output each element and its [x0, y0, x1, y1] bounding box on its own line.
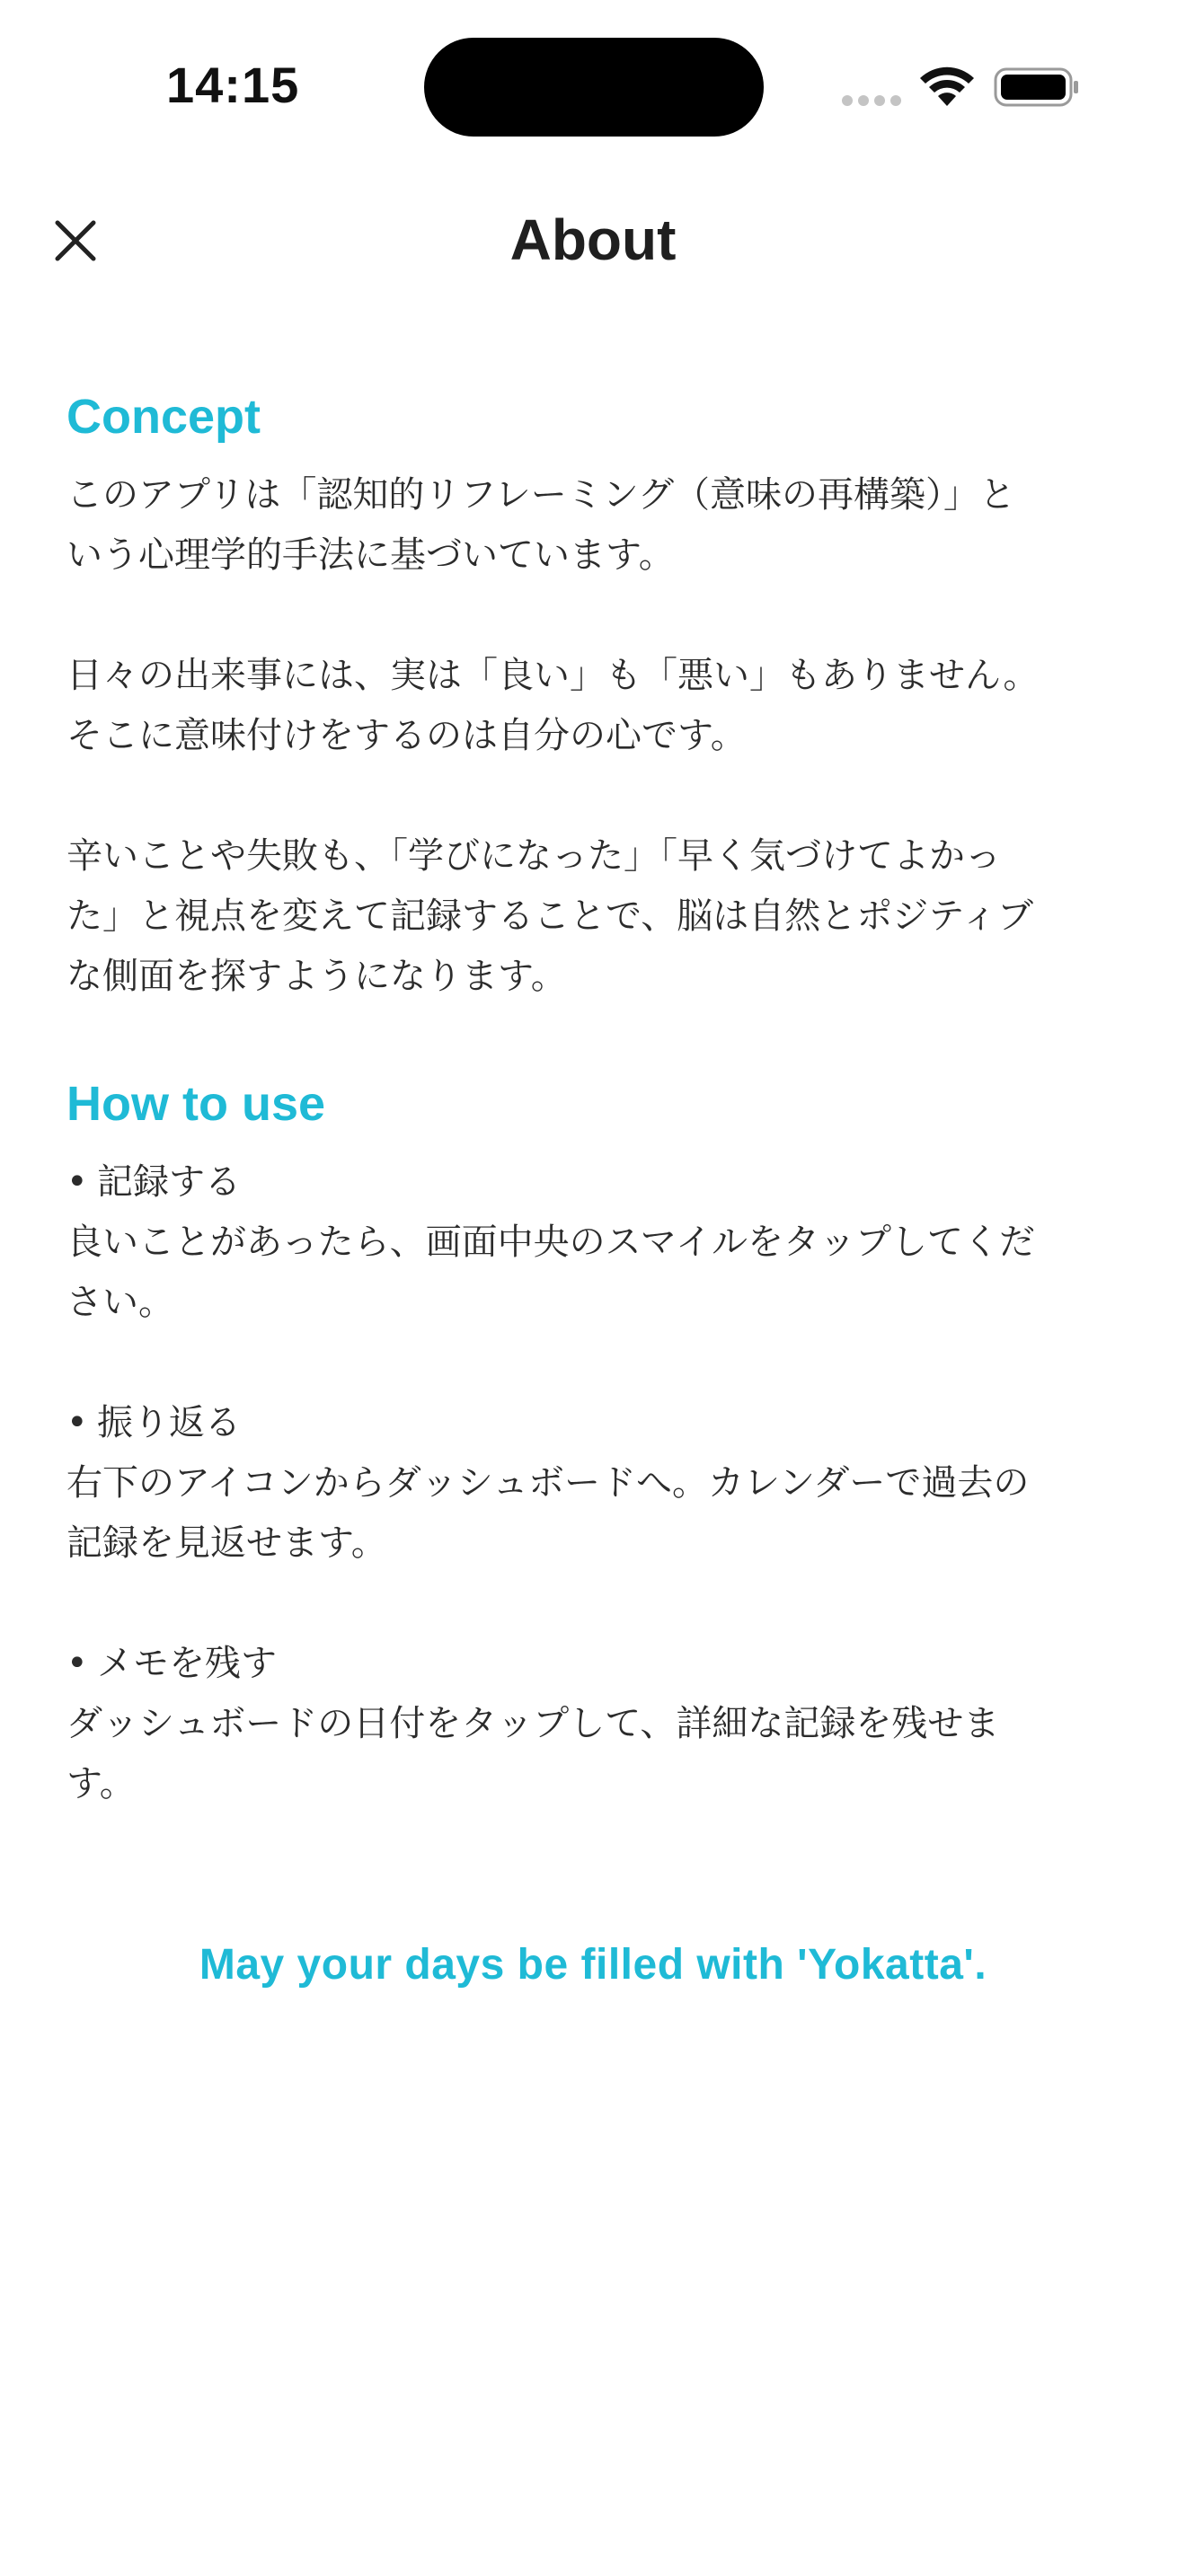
- dynamic-island: [424, 38, 764, 137]
- status-bar: [0, 0, 1186, 180]
- page-title: About: [509, 207, 677, 272]
- usage-item-title: • 記録する: [66, 1152, 1127, 1213]
- text-line: ダッシュボードの日付をタップして、詳細な記録を残せま: [66, 1703, 1000, 1744]
- usage-item-record: [66, 1152, 1127, 1333]
- battery-icon: [994, 66, 1080, 108]
- wifi-icon: [918, 66, 976, 110]
- signal-dots-icon: [842, 95, 901, 106]
- text-line: このアプリは「認知的リフレーミング（意味の再構築）」と: [66, 474, 1015, 516]
- concept-paragraph: [66, 826, 1127, 1007]
- bullet-icon: •: [66, 1643, 88, 1684]
- usage-item-description: [66, 1213, 1127, 1333]
- concept-heading: Concept: [66, 390, 261, 444]
- text-line: 辛いことや失敗も、「学びになった」「早く気づけてよかっ: [66, 835, 1001, 877]
- footer-message: May your days be filled with 'Yokatta'.: [199, 1941, 987, 1989]
- status-time: 14:15: [166, 57, 300, 113]
- text-line: 日々の出来事には、実は「良い」も「悪い」もありません。: [66, 655, 1040, 696]
- text-line: 記録を見返せます。: [66, 1522, 387, 1564]
- usage-item-description: [66, 1453, 1127, 1574]
- usage-item-memo: [66, 1634, 1127, 1814]
- usage-item-title: • メモを残す: [66, 1634, 1127, 1694]
- text-line: 右下のアイコンからダッシュボードへ。カレンダーで過去の: [66, 1462, 1030, 1504]
- text-line: さい。: [66, 1282, 174, 1323]
- usage-item-description: [66, 1694, 1127, 1814]
- about-content: [66, 384, 1127, 1814]
- text-line: な側面を探すようになります。: [66, 956, 567, 997]
- text-line: す。: [66, 1763, 136, 1804]
- bullet-icon: •: [66, 1402, 88, 1443]
- bullet-icon: •: [66, 1161, 88, 1203]
- text-line: た」と視点を変えて記録することで、脳は自然とポジティブ: [66, 895, 1033, 937]
- text-line: そこに意味付けをするのは自分の心です。: [66, 715, 747, 756]
- concept-paragraph: [66, 646, 1127, 766]
- text-line: いう心理学的手法に基づいています。: [66, 534, 675, 576]
- usage-item-review: [66, 1393, 1127, 1574]
- concept-paragraph: [66, 465, 1127, 586]
- how-to-use-heading: How to use: [66, 1077, 326, 1131]
- text-line: 良いことがあったら、画面中央のスマイルをタップしてくだ: [66, 1222, 1035, 1263]
- usage-item-title: • 振り返る: [66, 1393, 1127, 1453]
